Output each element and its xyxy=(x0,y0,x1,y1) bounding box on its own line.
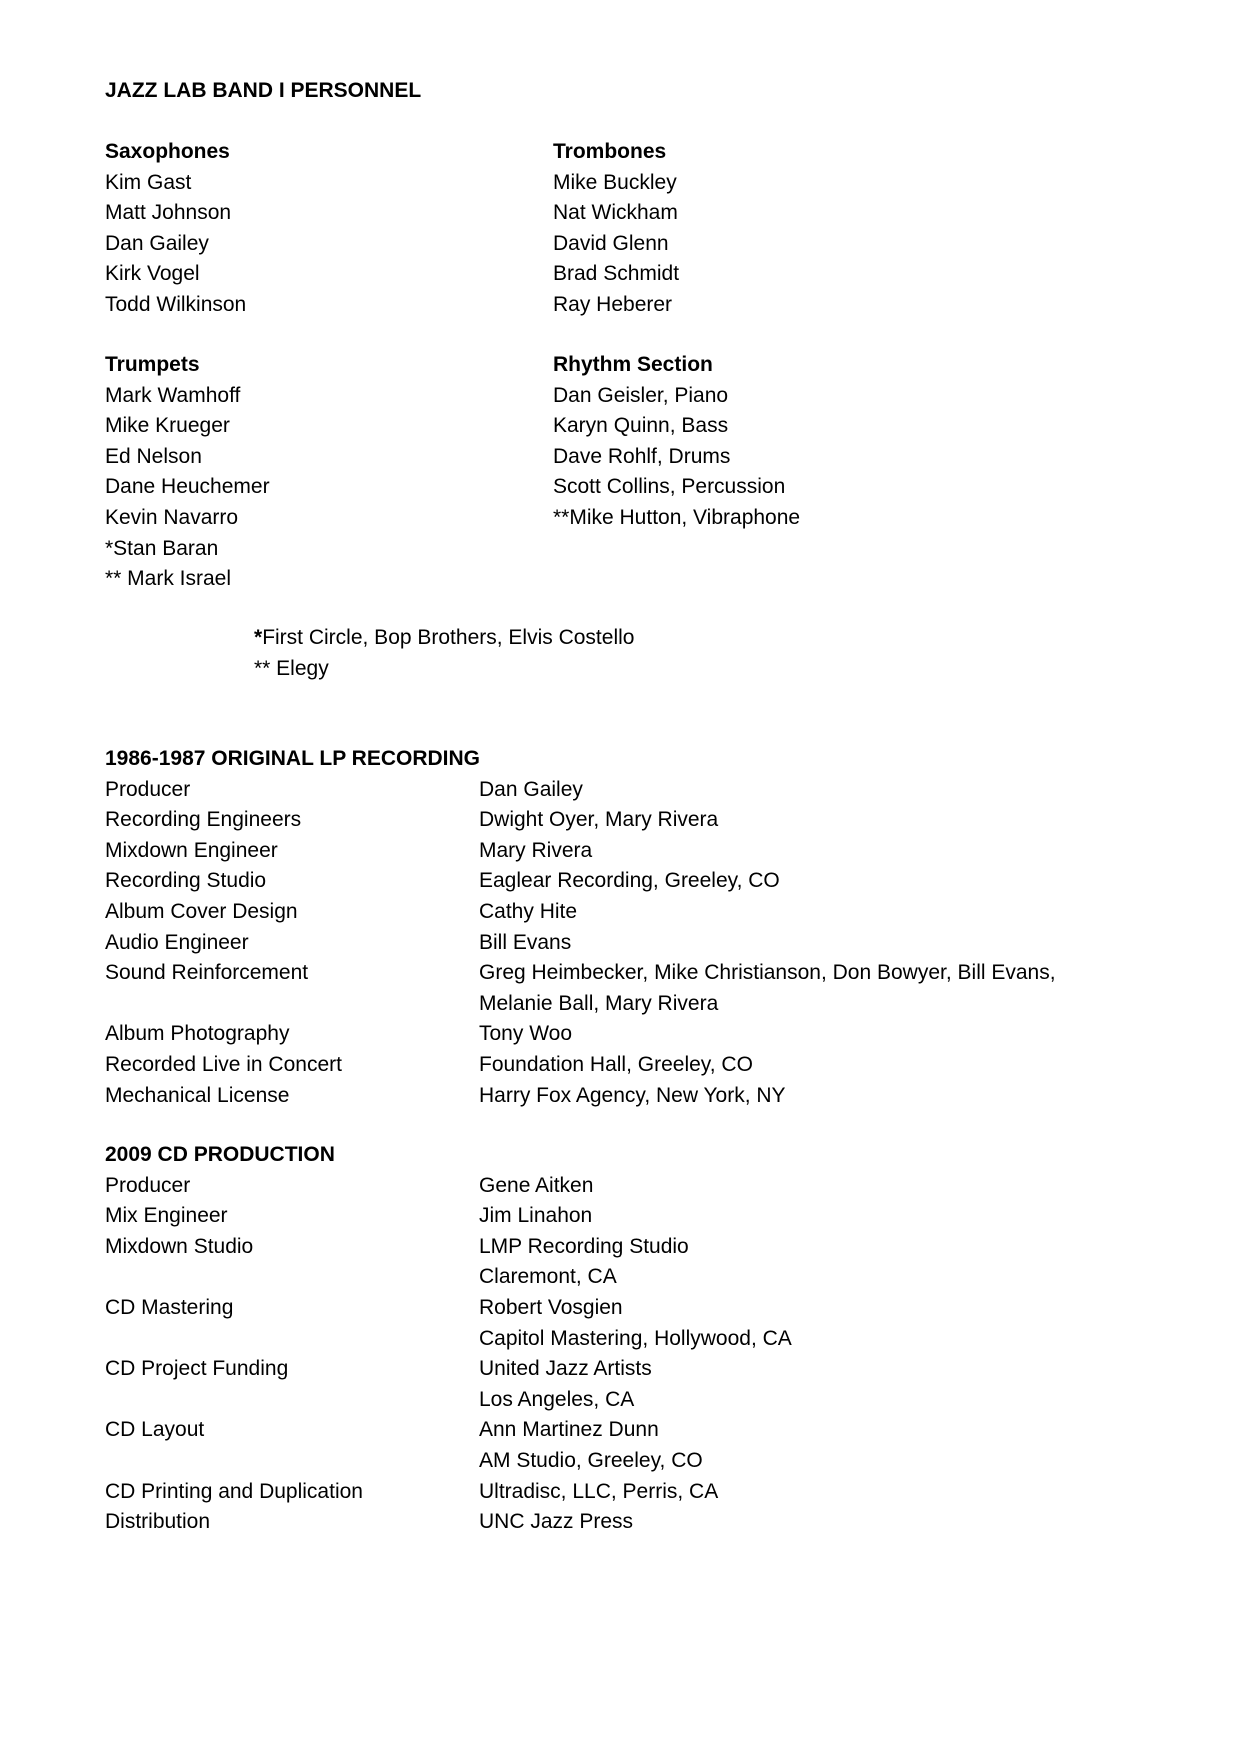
credit-row xyxy=(105,805,1205,836)
credit-row xyxy=(105,836,1205,867)
credit-names xyxy=(479,1050,1205,1081)
section-rhythm xyxy=(553,350,800,534)
member-name: Mike Buckley xyxy=(553,170,677,194)
member-name: David Glenn xyxy=(553,231,669,255)
member-name: Dan Gailey xyxy=(105,231,209,255)
credit-row xyxy=(105,958,1205,1019)
credit-name: Gene Aitken xyxy=(479,1173,594,1197)
credit-names xyxy=(479,1293,1205,1354)
member-name: Dane Heuchemer xyxy=(105,475,270,499)
credit-names xyxy=(479,775,1205,806)
credit-names xyxy=(479,928,1205,959)
credit-role: Mix Engineer xyxy=(105,1204,228,1228)
member-name: Brad Schmidt xyxy=(553,262,680,286)
credit-names xyxy=(479,1415,1205,1476)
credit-role: Producer xyxy=(105,777,191,801)
footnote-text: First Circle, Bop Brothers, Elvis Costello xyxy=(262,626,635,649)
lp-recording-credits xyxy=(105,744,1205,1111)
footnote-double: ** Elegy xyxy=(254,656,329,680)
credit-role: Recording Studio xyxy=(105,869,267,893)
member-name: Kirk Vogel xyxy=(105,262,200,286)
section-heading: 2009 CD PRODUCTION xyxy=(105,1143,335,1166)
credit-names xyxy=(479,866,1205,897)
credit-names xyxy=(479,805,1205,836)
member-name: Mike Krueger xyxy=(105,414,230,438)
credit-names xyxy=(479,1081,1205,1112)
credit-list xyxy=(105,1171,1205,1538)
credit-name: AM Studio, Greeley, CO xyxy=(479,1448,703,1472)
credit-names xyxy=(479,1354,1205,1415)
credit-names xyxy=(479,1232,1205,1293)
credit-names xyxy=(479,1201,1205,1232)
credit-row xyxy=(105,1415,1205,1476)
page-title: JAZZ LAB BAND I PERSONNEL xyxy=(105,79,422,102)
credit-name: Claremont, CA xyxy=(479,1265,617,1289)
section-saxophones xyxy=(105,137,246,321)
credit-row xyxy=(105,897,1205,928)
credit-name: Mary Rivera xyxy=(479,838,593,862)
credit-name: Robert Vosgien xyxy=(479,1295,623,1319)
section-heading: Saxophones xyxy=(105,140,230,163)
credit-row xyxy=(105,1081,1205,1112)
credit-row xyxy=(105,866,1205,897)
credit-row xyxy=(105,1477,1205,1508)
credit-names xyxy=(479,836,1205,867)
member-name: Ed Nelson xyxy=(105,444,202,468)
member-name: Mark Wamhoff xyxy=(105,383,241,407)
member-name: Dave Rohlf, Drums xyxy=(553,444,731,468)
credit-names xyxy=(479,1019,1205,1050)
credit-role: Producer xyxy=(105,1173,191,1197)
member-name: Todd Wilkinson xyxy=(105,292,247,316)
member-name: Kim Gast xyxy=(105,170,192,194)
credit-name: Cathy Hite xyxy=(479,899,578,923)
credit-names xyxy=(479,1507,1205,1538)
credit-name: Harry Fox Agency, New York, NY xyxy=(479,1083,786,1107)
credit-name: Eaglear Recording, Greeley, CO xyxy=(479,869,780,893)
credit-row xyxy=(105,928,1205,959)
credit-role: Audio Engineer xyxy=(105,930,249,954)
credit-names xyxy=(479,897,1205,928)
credit-row xyxy=(105,775,1205,806)
credit-name: LMP Recording Studio xyxy=(479,1234,689,1258)
credit-row xyxy=(105,1354,1205,1415)
credit-role: Recorded Live in Concert xyxy=(105,1052,342,1076)
credit-role: Album Photography xyxy=(105,1022,290,1046)
credit-names xyxy=(479,1171,1205,1202)
member-name: **Mike Hutton, Vibraphone xyxy=(553,505,801,529)
credit-role: CD Mastering xyxy=(105,1295,234,1319)
credit-row xyxy=(105,1050,1205,1081)
footnotes xyxy=(254,623,634,684)
credit-role: Mixdown Studio xyxy=(105,1234,254,1258)
credit-role: Album Cover Design xyxy=(105,899,298,923)
credit-row xyxy=(105,1293,1205,1354)
credit-name: Tony Woo xyxy=(479,1022,572,1046)
credit-role: Recording Engineers xyxy=(105,808,302,832)
credit-name: UNC Jazz Press xyxy=(479,1510,634,1534)
credit-row xyxy=(105,1507,1205,1538)
member-name: *Stan Baran xyxy=(105,536,219,560)
section-heading: Trumpets xyxy=(105,353,200,376)
footnote-single xyxy=(254,623,634,654)
section-trombones xyxy=(553,137,679,321)
credit-name: Melanie Ball, Mary Rivera xyxy=(479,991,719,1015)
credit-name: Ultradisc, LLC, Perris, CA xyxy=(479,1479,719,1503)
credit-role: CD Project Funding xyxy=(105,1357,289,1381)
member-name: Karyn Quinn, Bass xyxy=(553,414,729,438)
credit-row xyxy=(105,1171,1205,1202)
credit-role: Mixdown Engineer xyxy=(105,838,278,862)
credit-name: Bill Evans xyxy=(479,930,572,954)
credit-row xyxy=(105,1201,1205,1232)
section-heading: Trombones xyxy=(553,140,667,163)
member-name: Dan Geisler, Piano xyxy=(553,383,729,407)
credit-name: Ann Martinez Dunn xyxy=(479,1418,659,1442)
section-trumpets xyxy=(105,350,270,595)
credit-name: Capitol Mastering, Hollywood, CA xyxy=(479,1326,792,1350)
credit-role: CD Printing and Duplication xyxy=(105,1479,363,1503)
member-name: Scott Collins, Percussion xyxy=(553,475,786,499)
credit-row xyxy=(105,1232,1205,1293)
credit-name: Los Angeles, CA xyxy=(479,1387,635,1411)
member-name: Matt Johnson xyxy=(105,201,232,225)
credit-row xyxy=(105,1019,1205,1050)
credit-role: Sound Reinforcement xyxy=(105,961,309,985)
member-name: Ray Heberer xyxy=(553,292,673,316)
member-name: Kevin Navarro xyxy=(105,505,239,529)
credit-role: Distribution xyxy=(105,1510,211,1534)
credit-name: Greg Heimbecker, Mike Christianson, Don Bowyer, Bill Evans, xyxy=(479,961,1056,985)
credit-list xyxy=(105,775,1205,1112)
footnote-mark: * xyxy=(254,626,263,649)
credit-role: Mechanical License xyxy=(105,1083,290,1107)
member-name: Nat Wickham xyxy=(553,201,678,225)
credit-name: Dan Gailey xyxy=(479,777,583,801)
credit-names xyxy=(479,958,1205,1019)
credit-names xyxy=(479,1477,1205,1508)
credit-name: Jim Linahon xyxy=(479,1204,593,1228)
credit-name: Dwight Oyer, Mary Rivera xyxy=(479,808,719,832)
section-heading: Rhythm Section xyxy=(553,353,713,376)
cd-production-credits xyxy=(105,1140,1205,1538)
section-heading: 1986-1987 ORIGINAL LP RECORDING xyxy=(105,747,481,770)
member-name: ** Mark Israel xyxy=(105,567,232,591)
credit-name: Foundation Hall, Greeley, CO xyxy=(479,1052,753,1076)
credit-name: United Jazz Artists xyxy=(479,1357,652,1381)
credit-role: CD Layout xyxy=(105,1418,205,1442)
